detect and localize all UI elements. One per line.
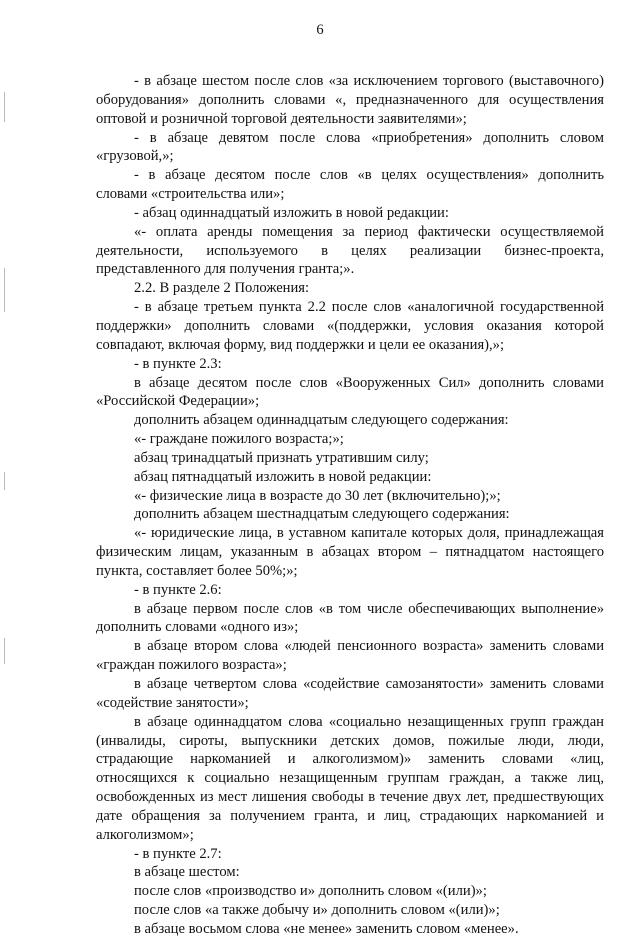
paragraph: - в пункте 2.3: — [134, 355, 222, 372]
paragraph: «- физические лица в возрасте до 30 лет (включительно);»; — [134, 487, 501, 504]
paragraph: «- граждане пожилого возраста;»; — [134, 431, 344, 448]
paragraph: - абзац одиннадцатый изложить в новой редакции: — [134, 204, 449, 221]
paragraph: после слов «производство и» дополнить словом «(или)»; — [134, 883, 487, 900]
paragraph: в абзаце первом после слов «в том числе обеспечивающих выполнение» дополнить словами «одного из»; — [96, 600, 604, 636]
paragraph: дополнить абзацем шестнадцатым следующего содержания: — [134, 506, 510, 523]
paragraph: дополнить абзацем одиннадцатым следующего содержания: — [134, 412, 509, 429]
paragraph: - в пункте 2.7: — [134, 845, 222, 862]
margin-scan-mark — [4, 638, 5, 664]
document-body — [96, 72, 604, 939]
margin-scan-mark — [4, 92, 5, 122]
paragraph: «- юридические лица, в уставном капитале которых доля, принадлежащая физическим лицам, указанным в абзацах втором – пятнадцатом настоящего пункта, составляет более 50%;»; — [96, 525, 604, 579]
margin-scan-mark — [4, 472, 5, 490]
paragraph: в абзаце шестом: — [134, 864, 240, 881]
paragraph: в абзаце десятом после слов «Вооруженных Сил» дополнить словами «Российской Федерации»; — [96, 374, 604, 410]
paragraph: в абзаце восьмом слова «не менее» заменить словом «менее». — [134, 920, 519, 937]
paragraph: в абзаце одиннадцатом слова «социально незащищенных групп граждан (инвалиды, сироты, выпускники детских домов, пожилые люди, люди, страдающие наркоманией и алкоголизмом)» заменить словами «лиц, относящихся к социально незащищенным группам граждан, а также лиц, освобожденных из мест лишения свободы в течение двух лет, предшествующих дате обращения за получением гранта, и лиц, страдающих наркоманией и алкоголизмом»; — [96, 713, 604, 843]
page-number: 6 — [316, 22, 324, 38]
paragraph: - в абзаце шестом после слов «за исключением торгового (выставочного) оборудования» дополнить словами «, предназначенного для осуществления оптовой и розничной торговой деятельности заявителями»; — [96, 73, 604, 127]
paragraph: в абзаце втором слова «людей пенсионного возраста» заменить словами «граждан пожилого возраста»; — [96, 638, 604, 674]
paragraph: «- оплата аренды помещения за период фактически осуществляемой деятельности, используемого в целях реализации бизнес-проекта, представленного для получения гранта;». — [96, 223, 604, 278]
paragraph: - в абзаце девятом после слова «приобретения» дополнить словом «грузовой,»; — [96, 129, 604, 165]
paragraph: в абзаце четвертом слова «содействие самозанятости» заменить словами «содействие занятости»; — [96, 676, 604, 711]
paragraph: - в абзаце десятом после слов «в целях осуществления» дополнить словами «строительства или»; — [96, 167, 604, 203]
paragraph: после слов «а также добычу и» дополнить словом «(или)»; — [134, 902, 500, 919]
section-heading: 2.2. В разделе 2 Положения: — [134, 280, 310, 297]
paragraph: - в пункте 2.6: — [134, 581, 222, 598]
margin-scan-mark — [4, 268, 5, 312]
paragraph: абзац тринадцатый признать утратившим силу; — [134, 449, 429, 466]
paragraph: абзац пятнадцатый изложить в новой редакции: — [134, 468, 432, 485]
paragraph: - в абзаце третьем пункта 2.2 после слов «аналогичной государственной поддержки» дополнить словами «(поддержки, условия оказания которой совпадают, включая форму, вид поддержки и цели ее оказания),»; — [96, 299, 604, 353]
